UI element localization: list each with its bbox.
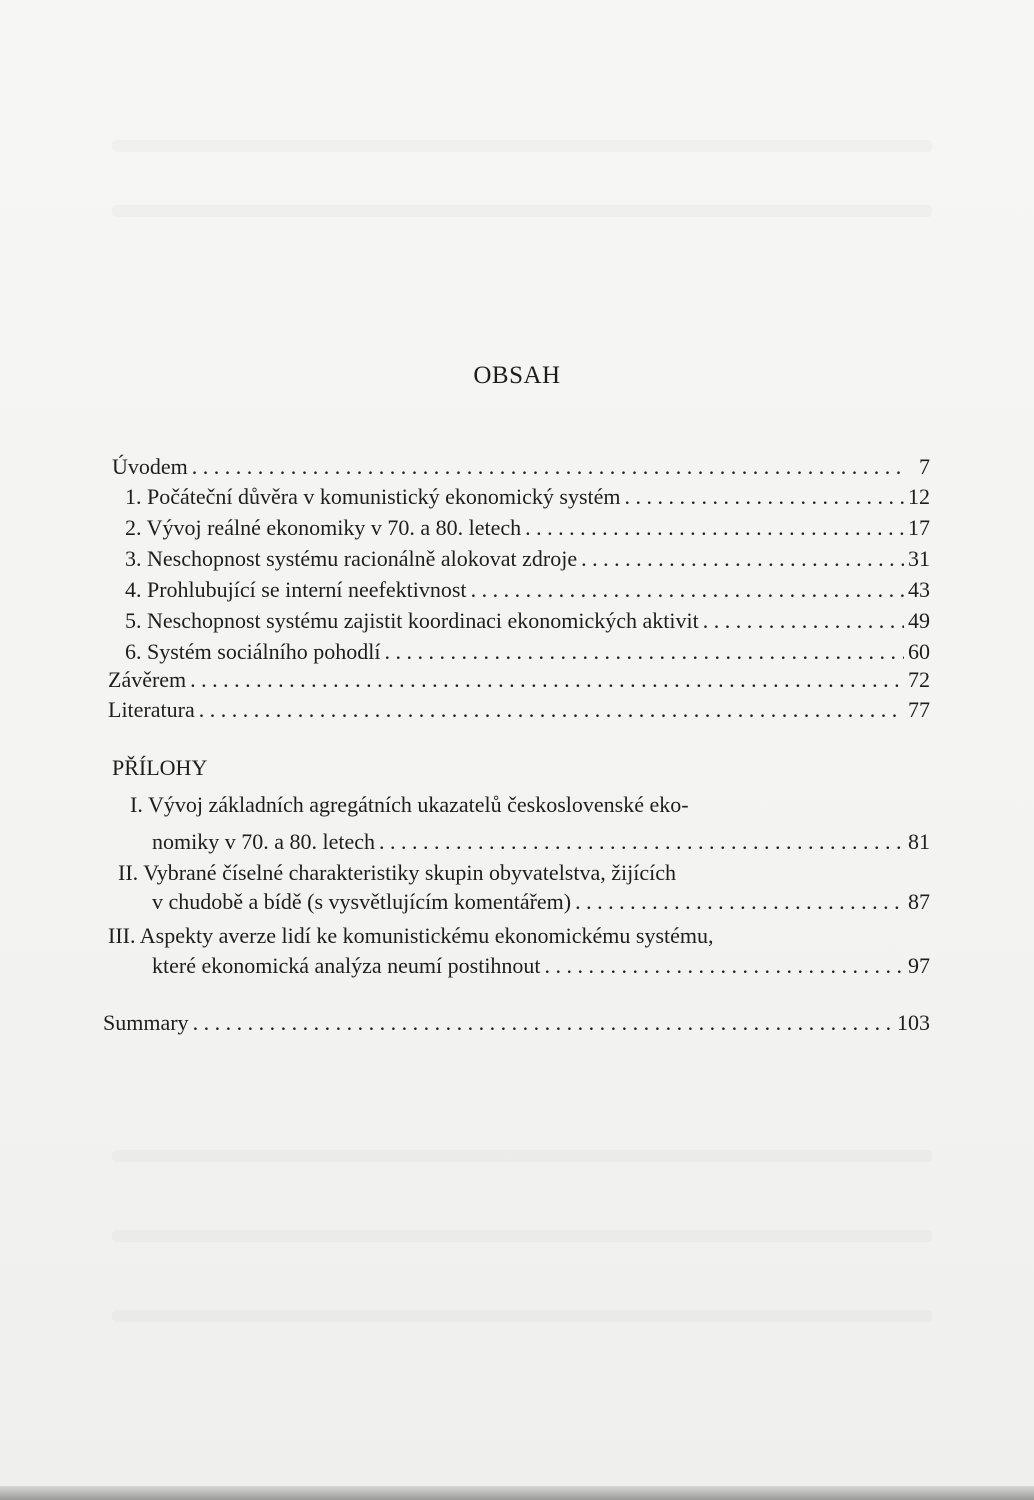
appendix-item-page: 97 (908, 953, 930, 978)
toc-entry-summary (103, 1010, 930, 1036)
dot-leader (379, 829, 904, 855)
appendix-item-2-line2 (152, 889, 930, 915)
dot-leader (625, 484, 904, 510)
toc-entry-page: 17 (908, 515, 930, 540)
toc-entry-label: Závěrem (108, 667, 187, 692)
appendix-heading: PŘÍLOHY (112, 755, 208, 780)
toc-entry-chapter-6 (125, 639, 930, 665)
toc-entry-label: 4. Prohlubující se interní neefektivnost (125, 577, 467, 602)
toc-entry-page: 7 (919, 454, 930, 479)
toc-entry-label: 5. Neschopnost systému zajistit koordinaci ekonomických aktivit (125, 608, 699, 633)
toc-entry-label: 1. Počáteční důvěra v komunistický ekonomický systém (125, 484, 621, 509)
toc-entry-label: 3. Neschopnost systému racionálně alokovat zdroje (125, 546, 578, 571)
toc-entry-uvodem (112, 454, 930, 480)
dot-leader (525, 515, 904, 541)
appendix-item-2-line1 (118, 860, 676, 886)
toc-entry-chapter-5 (125, 608, 930, 634)
appendix-item-numeral: I. (130, 792, 143, 817)
bleed-through-line (112, 205, 932, 217)
toc-entry-label: 6. Systém sociálního pohodlí (125, 639, 381, 664)
dot-leader (581, 546, 904, 572)
appendix-item-text: které ekonomická analýza neumí postihnout (152, 953, 541, 978)
toc-entry-page: 103 (897, 1010, 930, 1035)
appendix-item-1-line1 (130, 792, 689, 818)
bleed-through-line (112, 1310, 932, 1322)
dot-leader (471, 577, 904, 603)
appendix-item-text: v chudobě a bídě (s vysvětlujícím komentářem) (152, 889, 572, 914)
page-title: OBSAH (473, 362, 561, 389)
toc-entry-page: 60 (908, 639, 930, 664)
toc-entry-chapter-1 (125, 484, 930, 510)
bleed-through-line (112, 1230, 932, 1242)
toc-entry-page: 49 (908, 608, 930, 633)
bleed-through-line (112, 140, 932, 152)
appendix-item-text: Vývoj základních agregátních ukazatelů československé eko- (147, 792, 689, 817)
toc-entry-label: Literatura (108, 697, 195, 722)
appendix-item-numeral: III. (108, 923, 136, 948)
toc-entry-chapter-2 (125, 515, 930, 541)
appendix-item-3-line1 (108, 923, 714, 949)
toc-entry-zaverem (108, 667, 930, 693)
toc-entry-label: Úvodem (112, 454, 188, 479)
appendix-item-text: nomiky v 70. a 80. letech (152, 829, 376, 854)
toc-entry-label: Summary (103, 1010, 189, 1035)
dot-leader (703, 608, 904, 634)
bleed-through-line (112, 1150, 932, 1162)
toc-entry-page: 43 (908, 577, 930, 602)
appendix-item-page: 87 (908, 889, 930, 914)
dot-leader (575, 889, 904, 915)
dot-leader (545, 953, 904, 979)
appendix-item-numeral: II. (118, 860, 139, 885)
appendix-item-1-line2 (152, 829, 930, 855)
toc-entry-page: 72 (908, 667, 930, 692)
dot-leader (190, 667, 904, 693)
appendix-item-text: Vybrané číselné charakteristiky skupin obyvatelstva, žijících (143, 860, 676, 885)
appendix-item-page: 81 (908, 829, 930, 854)
toc-entry-page: 77 (908, 697, 930, 722)
toc-entry-page: 31 (908, 546, 930, 571)
dot-leader (192, 454, 904, 480)
dot-leader (193, 1010, 893, 1036)
toc-entry-label: 2. Vývoj reálné ekonomiky v 70. a 80. letech (125, 515, 522, 540)
toc-entry-chapter-3 (125, 546, 930, 572)
page-bottom-edge (0, 1486, 1034, 1500)
dot-leader (384, 639, 904, 665)
toc-entry-literatura (108, 697, 930, 723)
appendix-item-text: Aspekty averze lidí ke komunistickému ekonomickému systému, (139, 923, 714, 948)
toc-entry-page: 12 (908, 484, 930, 509)
dot-leader (199, 697, 904, 723)
toc-entry-chapter-4 (125, 577, 930, 603)
appendix-item-3-line2 (152, 953, 930, 979)
